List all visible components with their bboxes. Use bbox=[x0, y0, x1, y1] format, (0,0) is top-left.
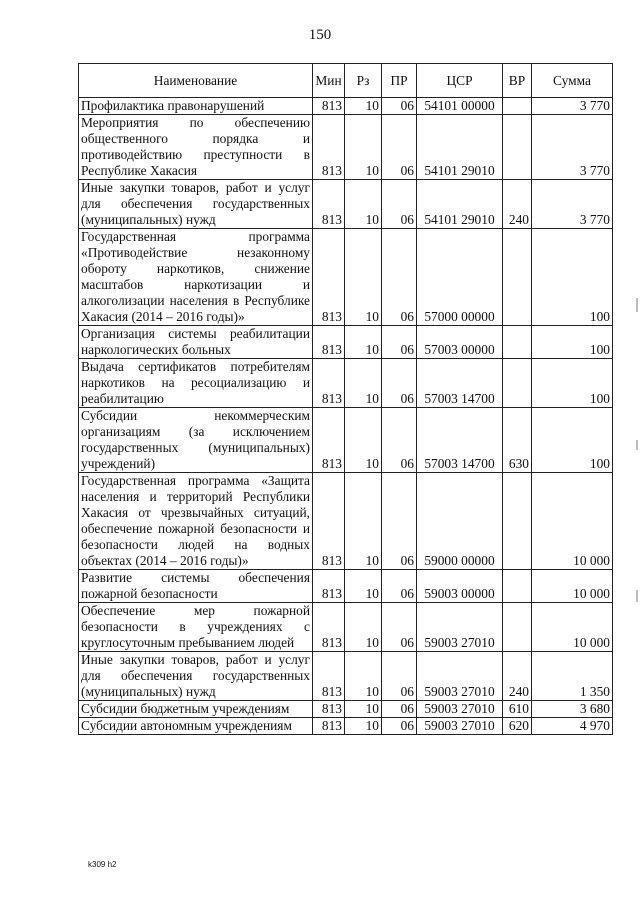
cell-name: Субсидии некоммерческим организациям (за исключением государственных (муниципальных) учреждений) bbox=[79, 408, 313, 473]
cell-name: Иные закупки товаров, работ и услуг для обеспечения государственных (муниципальных) нужд bbox=[79, 180, 313, 229]
scan-edge-mark bbox=[636, 298, 638, 312]
cell-pr: 06 bbox=[382, 718, 417, 735]
cell-vr: 610 bbox=[503, 701, 532, 718]
cell-pr: 06 bbox=[382, 701, 417, 718]
cell-min: 813 bbox=[313, 570, 345, 603]
cell-csr: 54101 29010 bbox=[417, 180, 503, 229]
cell-csr: 54101 29010 bbox=[417, 115, 503, 180]
cell-pr: 06 bbox=[382, 408, 417, 473]
table-row bbox=[79, 229, 613, 326]
cell-sum: 1 350 bbox=[532, 652, 613, 701]
cell-rz: 10 bbox=[345, 326, 382, 359]
table-row bbox=[79, 359, 613, 408]
table-row bbox=[79, 652, 613, 701]
cell-rz: 10 bbox=[345, 408, 382, 473]
cell-csr: 57003 14700 bbox=[417, 359, 503, 408]
table-row bbox=[79, 701, 613, 718]
cell-min: 813 bbox=[313, 473, 345, 570]
cell-name: Государственная программа «Защита населения и территорий Республики Хакасия от чрезвычайных ситуаций, обеспечение пожарной безопасности и безопасности людей на водных объектах (2014 – 2016 годы)» bbox=[79, 473, 313, 570]
cell-min: 813 bbox=[313, 718, 345, 735]
cell-csr: 59003 27010 bbox=[417, 652, 503, 701]
table-row bbox=[79, 603, 613, 652]
cell-min: 813 bbox=[313, 326, 345, 359]
cell-name: Выдача сертификатов потребителям наркотиков на ресоциализацию и реабилитацию bbox=[79, 359, 313, 408]
cell-name: Субсидии автономным учреждениям bbox=[79, 718, 313, 735]
cell-name: Иные закупки товаров, работ и услуг для обеспечения государственных (муниципальных) нужд bbox=[79, 652, 313, 701]
cell-vr bbox=[503, 570, 532, 603]
cell-rz: 10 bbox=[345, 359, 382, 408]
table-row bbox=[79, 473, 613, 570]
cell-sum: 100 bbox=[532, 359, 613, 408]
header-min: Мин bbox=[313, 64, 345, 98]
cell-name: Обеспечение мер пожарной безопасности в учреждениях с круглосуточным пребыванием людей bbox=[79, 603, 313, 652]
cell-rz: 10 bbox=[345, 229, 382, 326]
cell-vr: 620 bbox=[503, 718, 532, 735]
cell-pr: 06 bbox=[382, 326, 417, 359]
cell-vr bbox=[503, 229, 532, 326]
cell-min: 813 bbox=[313, 229, 345, 326]
cell-vr bbox=[503, 359, 532, 408]
cell-min: 813 bbox=[313, 98, 345, 115]
header-sum: Сумма bbox=[532, 64, 613, 98]
header-csr: ЦСР bbox=[417, 64, 503, 98]
cell-min: 813 bbox=[313, 359, 345, 408]
cell-rz: 10 bbox=[345, 652, 382, 701]
cell-rz: 10 bbox=[345, 570, 382, 603]
cell-csr: 59000 00000 bbox=[417, 473, 503, 570]
cell-min: 813 bbox=[313, 180, 345, 229]
cell-rz: 10 bbox=[345, 473, 382, 570]
cell-rz: 10 bbox=[345, 701, 382, 718]
cell-min: 813 bbox=[313, 115, 345, 180]
cell-min: 813 bbox=[313, 701, 345, 718]
cell-csr: 57000 00000 bbox=[417, 229, 503, 326]
cell-sum: 10 000 bbox=[532, 603, 613, 652]
cell-pr: 06 bbox=[382, 359, 417, 408]
scan-edge-mark bbox=[636, 440, 638, 450]
cell-sum: 3 680 bbox=[532, 701, 613, 718]
table-header bbox=[79, 64, 613, 98]
cell-vr: 240 bbox=[503, 180, 532, 229]
header-rz: Рз bbox=[345, 64, 382, 98]
cell-rz: 10 bbox=[345, 115, 382, 180]
cell-rz: 10 bbox=[345, 603, 382, 652]
cell-name: Мероприятия по обеспечению общественного порядка и противодействию преступности в Республике Хакасия bbox=[79, 115, 313, 180]
cell-sum: 10 000 bbox=[532, 570, 613, 603]
table-row bbox=[79, 115, 613, 180]
cell-sum: 4 970 bbox=[532, 718, 613, 735]
cell-name: Государственная программа «Противодействие незаконному обороту наркотиков, снижение масштабов наркотизации и алкоголизации населения в Республике Хакасия (2014 – 2016 годы)» bbox=[79, 229, 313, 326]
table-row bbox=[79, 98, 613, 115]
cell-pr: 06 bbox=[382, 98, 417, 115]
cell-vr: 240 bbox=[503, 652, 532, 701]
cell-pr: 06 bbox=[382, 652, 417, 701]
table-row bbox=[79, 326, 613, 359]
cell-pr: 06 bbox=[382, 229, 417, 326]
table-body bbox=[79, 98, 613, 735]
cell-csr: 57003 00000 bbox=[417, 326, 503, 359]
cell-vr: 630 bbox=[503, 408, 532, 473]
cell-vr bbox=[503, 115, 532, 180]
cell-csr: 54101 00000 bbox=[417, 98, 503, 115]
cell-sum: 10 000 bbox=[532, 473, 613, 570]
table-row bbox=[79, 180, 613, 229]
cell-pr: 06 bbox=[382, 180, 417, 229]
cell-min: 813 bbox=[313, 652, 345, 701]
cell-name: Развитие системы обеспечения пожарной безопасности bbox=[79, 570, 313, 603]
cell-csr: 59003 00000 bbox=[417, 570, 503, 603]
cell-rz: 10 bbox=[345, 718, 382, 735]
table-row bbox=[79, 408, 613, 473]
cell-sum: 100 bbox=[532, 408, 613, 473]
cell-min: 813 bbox=[313, 408, 345, 473]
cell-csr: 59003 27010 bbox=[417, 718, 503, 735]
table-row bbox=[79, 570, 613, 603]
cell-name: Организация системы реабилитации наркологических больных bbox=[79, 326, 313, 359]
cell-csr: 59003 27010 bbox=[417, 701, 503, 718]
cell-sum: 100 bbox=[532, 326, 613, 359]
cell-pr: 06 bbox=[382, 115, 417, 180]
header-row bbox=[79, 64, 613, 98]
cell-pr: 06 bbox=[382, 603, 417, 652]
cell-sum: 3 770 bbox=[532, 115, 613, 180]
cell-csr: 57003 14700 bbox=[417, 408, 503, 473]
cell-name: Профилактика правонарушений bbox=[79, 98, 313, 115]
cell-csr: 59003 27010 bbox=[417, 603, 503, 652]
header-name: Наименование bbox=[79, 64, 313, 98]
cell-sum: 3 770 bbox=[532, 180, 613, 229]
cell-name: Субсидии бюджетным учреждениям bbox=[79, 701, 313, 718]
cell-rz: 10 bbox=[345, 180, 382, 229]
cell-pr: 06 bbox=[382, 570, 417, 603]
cell-vr bbox=[503, 98, 532, 115]
cell-vr bbox=[503, 603, 532, 652]
table-row bbox=[79, 718, 613, 735]
footer-code: k309 h2 bbox=[88, 860, 117, 869]
header-pr: ПР bbox=[382, 64, 417, 98]
budget-table bbox=[78, 63, 613, 735]
scan-edge-mark bbox=[636, 590, 638, 602]
cell-min: 813 bbox=[313, 603, 345, 652]
page-number: 150 bbox=[308, 27, 332, 43]
cell-sum: 100 bbox=[532, 229, 613, 326]
cell-rz: 10 bbox=[345, 98, 382, 115]
cell-pr: 06 bbox=[382, 473, 417, 570]
cell-vr bbox=[503, 473, 532, 570]
cell-vr bbox=[503, 326, 532, 359]
cell-sum: 3 770 bbox=[532, 98, 613, 115]
header-vr: ВР bbox=[503, 64, 532, 98]
